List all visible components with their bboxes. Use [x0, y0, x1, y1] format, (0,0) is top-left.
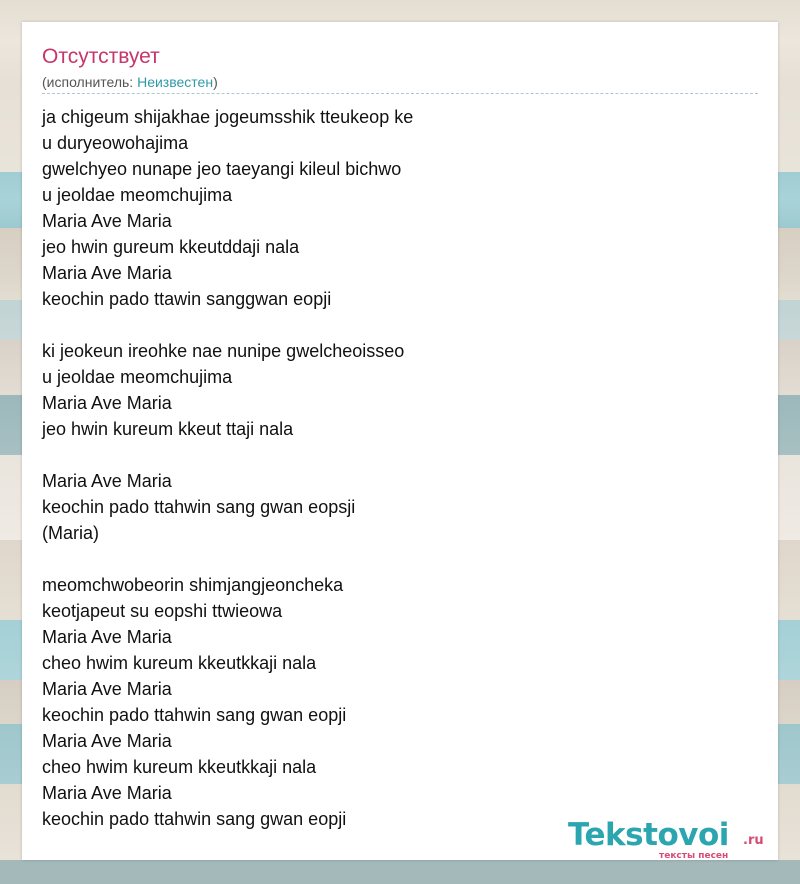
- lyric-line: cheo hwim kureum kkeutkkaji nala: [42, 653, 317, 673]
- artist-suffix: ): [213, 74, 218, 90]
- stanza-break: [42, 442, 742, 468]
- lyric-line: Maria Ave Maria: [42, 679, 172, 699]
- lyric-line: Maria Ave Maria: [42, 211, 172, 231]
- stanza-break: [42, 546, 742, 572]
- lyric-line: ja chigeum shijakhae jogeumsshik tteukeop ke: [42, 107, 414, 127]
- logo-wordmark: Tekstovoi: [568, 817, 729, 853]
- lyrics-text: [42, 104, 742, 832]
- song-title: Отсутствует: [42, 45, 160, 68]
- lyric-line: Maria Ave Maria: [42, 263, 172, 283]
- artist-line: [42, 73, 218, 91]
- lyric-line: jeo hwin kureum kkeut ttaji nala: [42, 419, 294, 439]
- lyric-line: gwelchyeo nunape jeo taeyangi kileul bichwo: [42, 159, 402, 179]
- lyric-line: u duryeowohajima: [42, 133, 189, 153]
- lyric-line: (Maria): [42, 523, 99, 543]
- lyric-line: keochin pado ttahwin sang gwan eopsji: [42, 497, 356, 517]
- lyric-line: keochin pado ttawin sanggwan eopji: [42, 289, 332, 309]
- lyric-line: Maria Ave Maria: [42, 783, 172, 803]
- lyric-line: cheo hwim kureum kkeutkkaji nala: [42, 757, 317, 777]
- artist-prefix: (исполнитель:: [42, 74, 138, 90]
- logo-domain: .ru: [743, 833, 764, 848]
- lyric-line: u jeoldae meomchujima: [42, 367, 233, 387]
- lyrics-card: [22, 22, 778, 860]
- lyric-line: keochin pado ttahwin sang gwan eopji: [42, 809, 347, 829]
- lyric-line: keotjapeut su eopshi ttwieowa: [42, 601, 283, 621]
- lyric-line: keochin pado ttahwin sang gwan eopji: [42, 705, 347, 725]
- logo-tagline: тексты песен: [659, 851, 729, 861]
- lyric-line: Maria Ave Maria: [42, 627, 172, 647]
- lyric-line: Maria Ave Maria: [42, 393, 172, 413]
- lyric-line: jeo hwin gureum kkeutddaji nala: [42, 237, 300, 257]
- lyric-line: ki jeokeun ireohke nae nunipe gwelcheoisseo: [42, 341, 405, 361]
- title-divider: [42, 93, 758, 94]
- lyric-line: Maria Ave Maria: [42, 471, 172, 491]
- lyric-line: meomchwobeorin shimjangjeoncheka: [42, 575, 344, 595]
- stanza-break: [42, 312, 742, 338]
- lyric-line: u jeoldae meomchujima: [42, 185, 233, 205]
- artist-link[interactable]: Неизвестен: [137, 74, 214, 90]
- site-logo[interactable]: [568, 816, 778, 862]
- lyric-line: Maria Ave Maria: [42, 731, 172, 751]
